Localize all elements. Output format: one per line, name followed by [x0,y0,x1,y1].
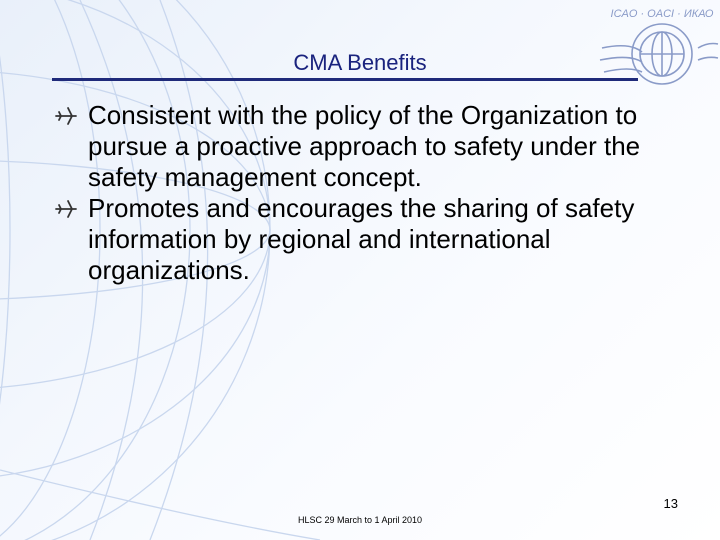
footer-text: HLSC 29 March to 1 April 2010 [297,515,423,525]
bullet-list [54,100,684,286]
slide-title: CMA Benefits [293,50,427,75]
icao-emblem-logo [590,2,720,112]
bullet-text: Consistent with the policy of the Organization to pursue a proactive approach to safety under the safety management concept. [88,100,641,192]
airplane-icon [54,193,88,224]
bullet-text: Promotes and encourages the sharing of safety information by regional and international organizations. [88,193,635,285]
bullet-item [54,193,684,286]
page-number: 13 [663,496,678,511]
airplane-icon [54,100,88,131]
emblem-text: ICAO · OACI · ИКАО [610,8,714,20]
bullet-item [54,100,684,193]
title-divider [52,78,638,81]
